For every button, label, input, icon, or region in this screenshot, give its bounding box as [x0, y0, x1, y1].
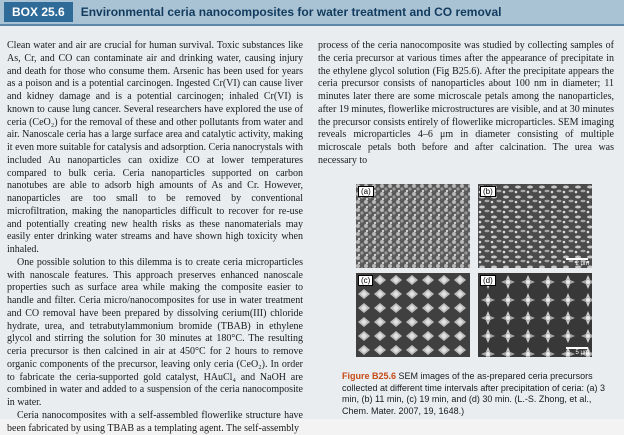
box-title: Environmental ceria nanocomposites for water treatment and CO removal — [80, 5, 502, 19]
paragraph-self-assembly: process of the ceria nanocomposite was studied by collecting samples of the ceria precursor at various times after the appearance of precipitate in the ethylene glycol solution (Fig B25.6). After the precipitate appears the ceria precursor consists of nanoparticles about 100 nm in diameter; 11 minutes later there are some microscale petals among the nanoparticles, after 19 minutes, flowerlike microstructures are visible, and at 30 minutes the precursor consists entirely of flowerlike microparticles. SEM imaging reveals microparticles 4–6 μm in diameter consisting of multiple microscale petals both before and after calcination. The urea was necessary to — [318, 40, 614, 166]
sem-panel-d — [478, 273, 592, 357]
sem-panel-b — [478, 184, 592, 268]
paragraph-intro: Clean water and air are crucial for human survival. Toxic substances like As, Cr, and CO can contaminate air and drinking water, causing injury and death for those who consume them. Arsenic has been used for years as a poison and is a potential carcinogen. Ingested Cr(VI) can cause liver and kidney damage and is a potential carcinogen; inhaled Cr(VI) is known to cause lung cancer. Several researchers have explored the use of ceria (CeO₂) for the removal of these and other pollutants from water and air. Nanoscale ceria has a large surface area and catalytic activity, making it even more suitable for catalysis and adsorption. Ceria nanocrystals with included Au nanoparticles can oxidize CO at lower temperatures compared to bulk ceria. Ceria nanoparticles supported on carbon nanotubes are able to adsorb high amounts of As and Cr. However, nanoparticles are too small to be removed by conventional microfiltration, making the nanoparticles difficult to recover for re-use and potentially creating new health risks as these nanomaterials may easily enter drinking water streams and have shown high toxicity when inhaled. — [7, 40, 303, 255]
caption-label: Figure B25.6 — [342, 371, 397, 381]
panel-label: (d) — [480, 275, 496, 286]
box-label: BOX 25.6 — [4, 2, 73, 22]
panel-label: (c) — [358, 275, 373, 286]
panel-label: (b) — [480, 186, 496, 197]
paragraph-solution: One possible solution to this dilemma is to create ceria microparticles with nanoscale features. This approach preserves enhanced nanoscale properties such as surface area while making the composite easier to handle and filter. Ceria micro/nanocomposites for use in water treatment and CO removal have been prepared by dissolving cerium(III) chloride hydrate, urea, and tetrabutylammonium bromide (TBAB) in ethylene glycol and stirring the solution for 30 minutes at 180°C. The resulting ceria precursor is then calcined in air at 450°C for 2 hours to remove organic components of the precursor, leaving only ceria (CeO₂). In order to fabricate the ceria-supported gold catalyst, HAuCl₄ and NaOH are combined in water and added to a suspension of the ceria nanocomposite in water. — [7, 256, 303, 408]
panel-label: (a) — [358, 186, 374, 197]
scale-label: 5 μm — [575, 350, 589, 356]
scale-label: 2 μm — [575, 261, 589, 267]
paragraph-nanocomposites: Ceria nanocomposites with a self-assembled flowerlike structure have been fabricated by using TBAB as a templating agent. The self-assembly — [7, 409, 303, 434]
left-column — [7, 40, 303, 435]
sem-panel-c — [356, 273, 470, 357]
scale-bar — [566, 258, 588, 260]
caption-text: SEM images of the as-prepared ceria precursors collected at different time intervals after precipitation of ceria: (a) 3 min, (b) 11 min, (c) 19 min, and (d) 30 min. (L.-S. Zhong, et al., Chem. Mater. 2007, 19, 1648.) — [342, 371, 605, 416]
right-column — [318, 40, 614, 168]
sem-figure — [356, 184, 592, 358]
sem-panel-a — [356, 184, 470, 268]
box-header — [0, 0, 624, 26]
scale-bar — [566, 347, 588, 349]
figure-caption — [342, 371, 614, 417]
